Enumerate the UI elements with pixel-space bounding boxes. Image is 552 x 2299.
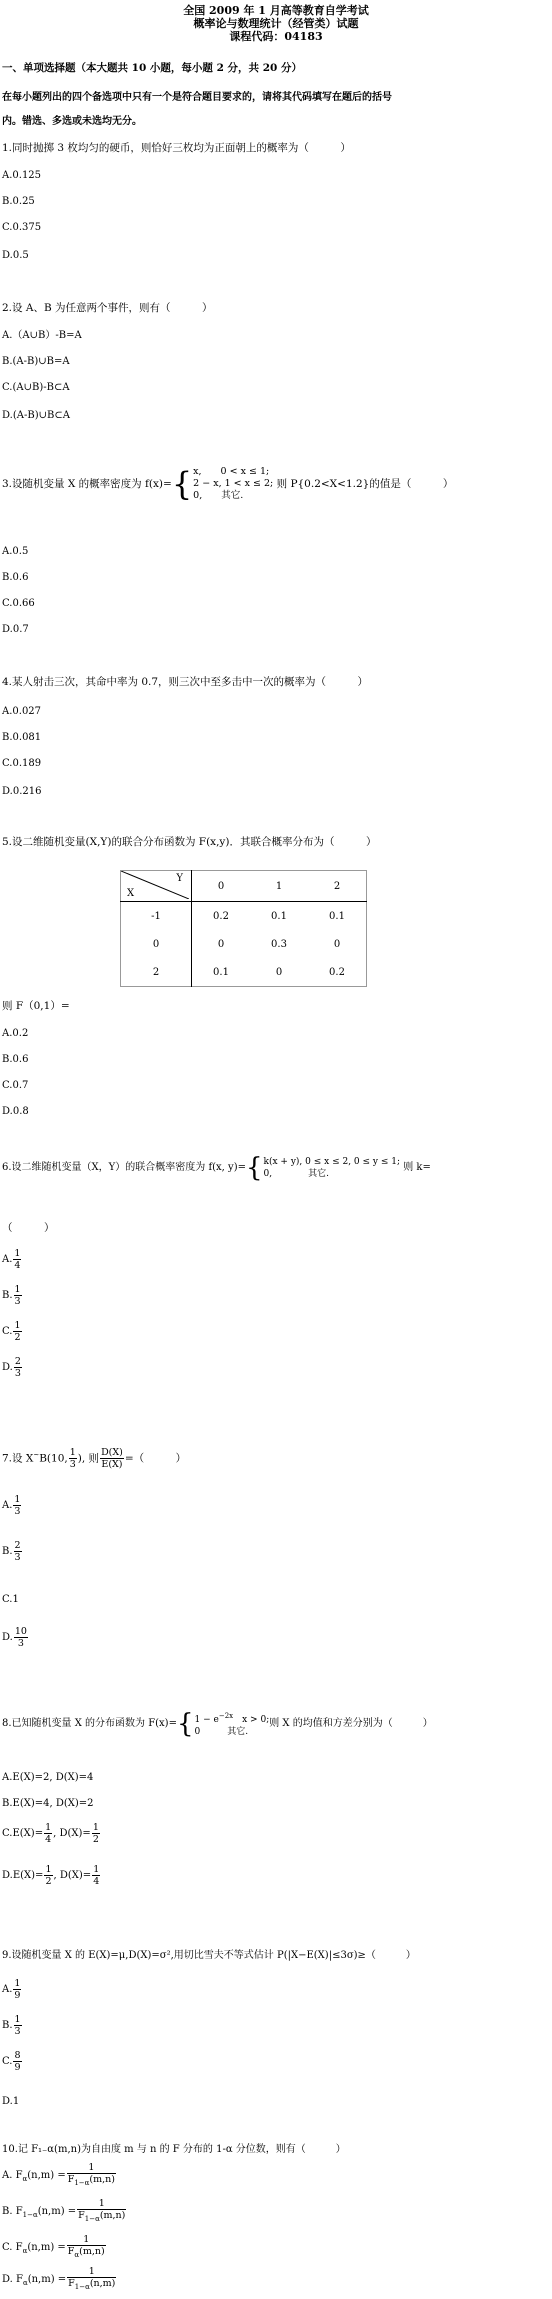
tilde-symbol: ~ [33,1451,40,1459]
q5-option-b: B.0.6 [2,1054,29,1065]
q4-option-c: C.0.189 [2,758,42,769]
table-cell: 0.2 [329,966,345,978]
q1-option-b: B.0.25 [2,196,35,207]
q3-piecewise [193,466,273,502]
q9-option-a: A. $\frac{1}{9}$ [2,1978,21,2001]
exam-title: 全国 2009 年 1 月高等教育自学考试 [183,4,369,17]
row-header: -1 [121,902,192,931]
q7-param-fraction: $\frac{1}{3}$ [69,1447,76,1470]
q6-stem-end: 则 k= [400,1162,431,1173]
q1-option-c: C.0.375 [2,222,42,233]
table-cell: 0 [217,938,225,950]
q5-option-d: D.0.8 [2,1106,29,1117]
table-cell: 0 [275,966,283,978]
q3-case-3: 0, 其它. [193,490,244,501]
q6-d-fraction: $\frac{2}{3}$ [14,1356,21,1379]
q5-option-c: C.0.7 [2,1080,29,1091]
table-row [121,902,367,931]
q6-option-c: C. $\frac{1}{2}$ [2,1320,21,1343]
question-4-stem: 4.某人射击三次，其命中率为 0.7，则三次中至多击中一次的概率为（ ） [2,676,369,688]
q10-option-a: A. $F_\alpha(n,m)$ = $\frac{1}{F_{1-\alpha}(m,n)}$ [2,2162,115,2187]
joint-distribution-table [120,870,367,987]
q3-option-a: A.0.5 [2,546,29,557]
table-cell: 0 [333,938,341,950]
q8-option-d: D.E(X)= $\frac{1}{2}$ , D(X)= $\frac{1}{4}$ [2,1864,100,1887]
question-1-stem: 1.同时抛掷 3 枚均匀的硬币，则恰好三枚均为正面朝上的概率为（ ） [2,142,351,154]
corner-x-label: X [127,888,135,899]
section-instructions-1: 在每小题列出的四个备选项中只有一个是符合题目要求的，请将其代码填写在题后的括号 [2,92,392,103]
q5-option-a: A.0.2 [2,1028,29,1039]
q6-c-fraction: $\frac{1}{2}$ [14,1320,21,1343]
col-header: 0 [192,871,251,902]
q3-stem-start: 3.设随机变量 X 的概率密度为 f(x)= [2,478,172,490]
table-cell: 0.3 [271,938,287,950]
exam-header [0,4,552,43]
table-row [121,930,367,958]
q6-option-a: A. $\frac{1}{4}$ [2,1248,21,1271]
q7-dx-over-ex: $\frac{D(X)}{E(X)}$ [101,1447,123,1470]
q6-piecewise [264,1156,401,1180]
section-instructions-2: 内。错选、多选或未选均无分。 [2,116,142,127]
question-8-stem: 8.已知随机变量 X 的分布函数为 F(x)={ $1 - e^{-2x}$ x > 0; 0 其它. 则 X 的均值和方差分别为（ ） [2,1708,433,1739]
q6-case-1: k(x + y), 0 ≤ x ≤ 2, 0 ≤ y ≤ 1; [263,1156,401,1167]
q3-option-b: B.0.6 [2,572,29,583]
q4-option-a: A.0.027 [2,706,42,717]
q2-option-d: D.(A-B)∪B⊂A [2,410,70,421]
row-header: 2 [121,958,192,987]
q10-option-d: D. $F_\alpha(n,m)$ = $\frac{1}{F_{1-\alpha}(n,m)}$ [2,2266,116,2291]
q6-option-b: B. $\frac{1}{3}$ [2,1284,21,1307]
q6-a-fraction: $\frac{1}{4}$ [14,1248,21,1271]
q6-b-fraction: $\frac{1}{3}$ [14,1284,21,1307]
q1-option-a: A.0.125 [2,170,42,181]
q5-after-table: 则 F（0,1）= [2,1000,70,1012]
table-cell: 0.1 [271,910,287,922]
q3-brace: { [171,465,193,503]
corner-y-label: Y [176,873,183,884]
q6-stem-start: 6.设二维随机变量（X，Y）的联合概率密度为 f(x, y)= [2,1162,246,1173]
table-row [121,958,367,987]
q8-option-a: A.E(X)=2, D(X)=4 [2,1772,94,1783]
q3-stem-end: 则 P{0.2<X<1.2}的值是（ ） [273,478,454,490]
question-6-stem [2,1150,431,1186]
question-7-stem: 7.设 X~B(10, $\frac{1}{3}$ ), 则 $\frac{D(X)}{E(X)}$ =（ ） [2,1447,187,1470]
table-cell: 0.1 [213,966,229,978]
question-3-stem [2,462,453,506]
q10-option-c: C. $F_\alpha(n,m)$ = $\frac{1}{F_\alpha(m,n)}$ [2,2234,105,2259]
q3-option-c: C.0.66 [2,598,35,609]
q7-option-a: A. $\frac{1}{3}$ [2,1494,21,1517]
q3-case-1: x, 0 < x ≤ 1; [193,466,270,477]
q6-option-d: D. $\frac{2}{3}$ [2,1356,21,1379]
table-cell: 0.1 [329,910,345,922]
question-5-stem: 5.设二维随机变量(X,Y)的联合分布函数为 F(x,y)．其联合概率分布为（ ） [2,836,377,848]
question-9-stem: 9.设随机变量 X 的 E(X)=μ,D(X)=σ²,用切比雪夫不等式估计 P(|X−E(X)|≤3σ)≥（ ） [2,1950,416,1961]
q2-option-b: B.(A-B)∪B=A [2,356,70,367]
q8-option-c: C.E(X)= $\frac{1}{4}$ , D(X)= $\frac{1}{2}$ [2,1822,99,1845]
q2-option-c: C.(A∪B)-B⊂A [2,382,70,393]
q9-option-c: C. $\frac{8}{9}$ [2,2050,21,2073]
question-2-stem: 2.设 A、B 为任意两个事件，则有（ ） [2,302,213,314]
col-header: 2 [308,871,367,902]
row-header: 0 [121,930,192,958]
question-10-stem: 10.记 F₁₋α(m,n)为自由度 m 与 n 的 F 分布的 1-α 分位数，则有（ ） [2,2144,346,2155]
table-header-row [121,871,367,902]
q6-answer-paren: （ ） [2,1222,55,1234]
q4-option-d: D.0.216 [2,786,42,797]
q9-option-b: B. $\frac{1}{3}$ [2,2014,21,2037]
q8-option-b: B.E(X)=4, D(X)=2 [2,1798,94,1809]
exam-subject: 概率论与数理统计（经管类）试题 [193,17,359,30]
q9-option-d: D.1 [2,2096,20,2107]
q6-case-2: 0, 其它. [263,1168,329,1179]
q2-option-a: A.（A∪B）-B=A [2,330,82,341]
q10-option-b: B. $F_{1-\alpha}(n,m)$ = $\frac{1}{F_{1-\alpha}(m,n)}$ [2,2198,126,2223]
col-header: 1 [250,871,308,902]
q7-option-c: C.1 [2,1594,19,1605]
q1-option-d: D.0.5 [2,250,29,261]
section-title: 一、单项选择题（本大题共 10 小题，每小题 2 分，共 20 分） [2,62,302,74]
table-cell: 0.2 [213,910,229,922]
q3-option-d: D.0.7 [2,624,29,635]
course-code: 课程代码：04183 [229,30,323,43]
q7-option-d: D. $\frac{10}{3}$ [2,1626,27,1649]
q4-option-b: B.0.081 [2,732,42,743]
q3-case-2: 2 − x, 1 < x ≤ 2; [193,478,274,489]
q7-option-b: B. $\frac{2}{3}$ [2,1540,21,1563]
q6-brace: { [245,1152,263,1183]
table-corner-cell [121,871,192,902]
